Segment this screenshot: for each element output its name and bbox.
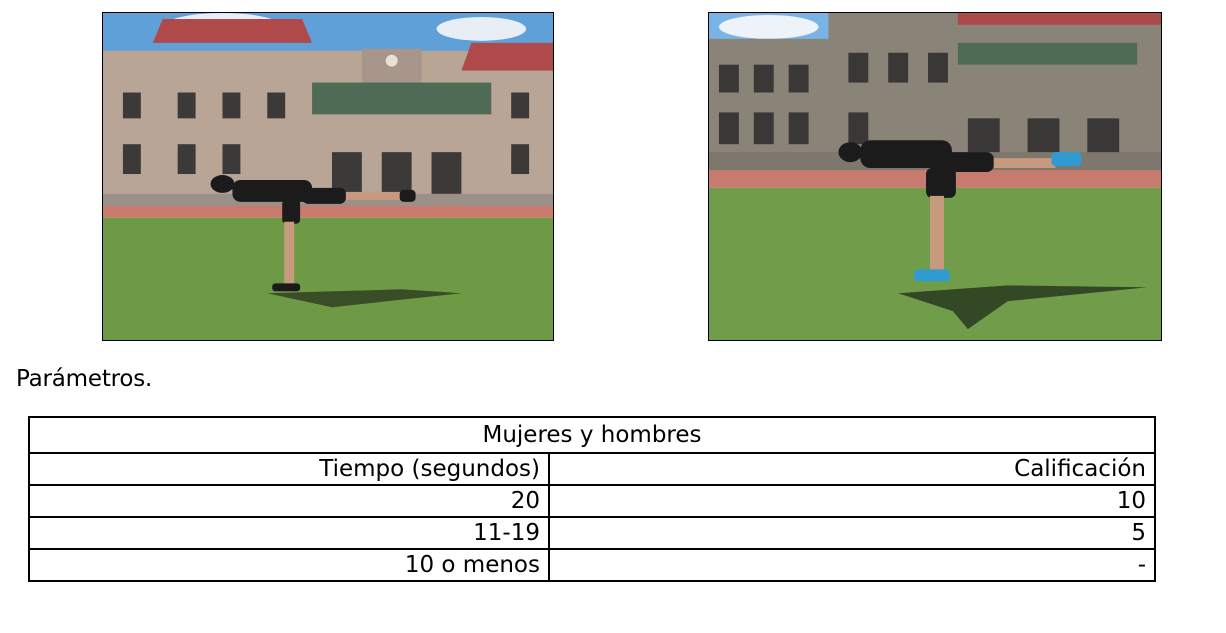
- table-title-row: [29, 417, 1155, 453]
- section-heading: Parámetros.: [16, 366, 153, 392]
- table-cell-score: 5: [549, 517, 1155, 549]
- exercise-photo-right: [708, 12, 1162, 341]
- table-row: [29, 485, 1155, 517]
- table-cell-time: 11-19: [29, 517, 549, 549]
- column-header-time: Tiempo (segundos): [29, 453, 549, 485]
- table-header-row: [29, 453, 1155, 485]
- table-title: Mujeres y hombres: [29, 417, 1155, 453]
- table-row: [29, 549, 1155, 581]
- exercise-photo-left-image: [103, 13, 553, 340]
- table-cell-score: 10: [549, 485, 1155, 517]
- exercise-photo-left: [102, 12, 554, 341]
- exercise-photo-right-image: [709, 13, 1161, 340]
- table-cell-score: -: [549, 549, 1155, 581]
- column-header-score: Calificación: [549, 453, 1155, 485]
- table-cell-time: 20: [29, 485, 549, 517]
- table-row: [29, 517, 1155, 549]
- table-cell-time: 10 o menos: [29, 549, 549, 581]
- parameters-table: [28, 416, 1156, 582]
